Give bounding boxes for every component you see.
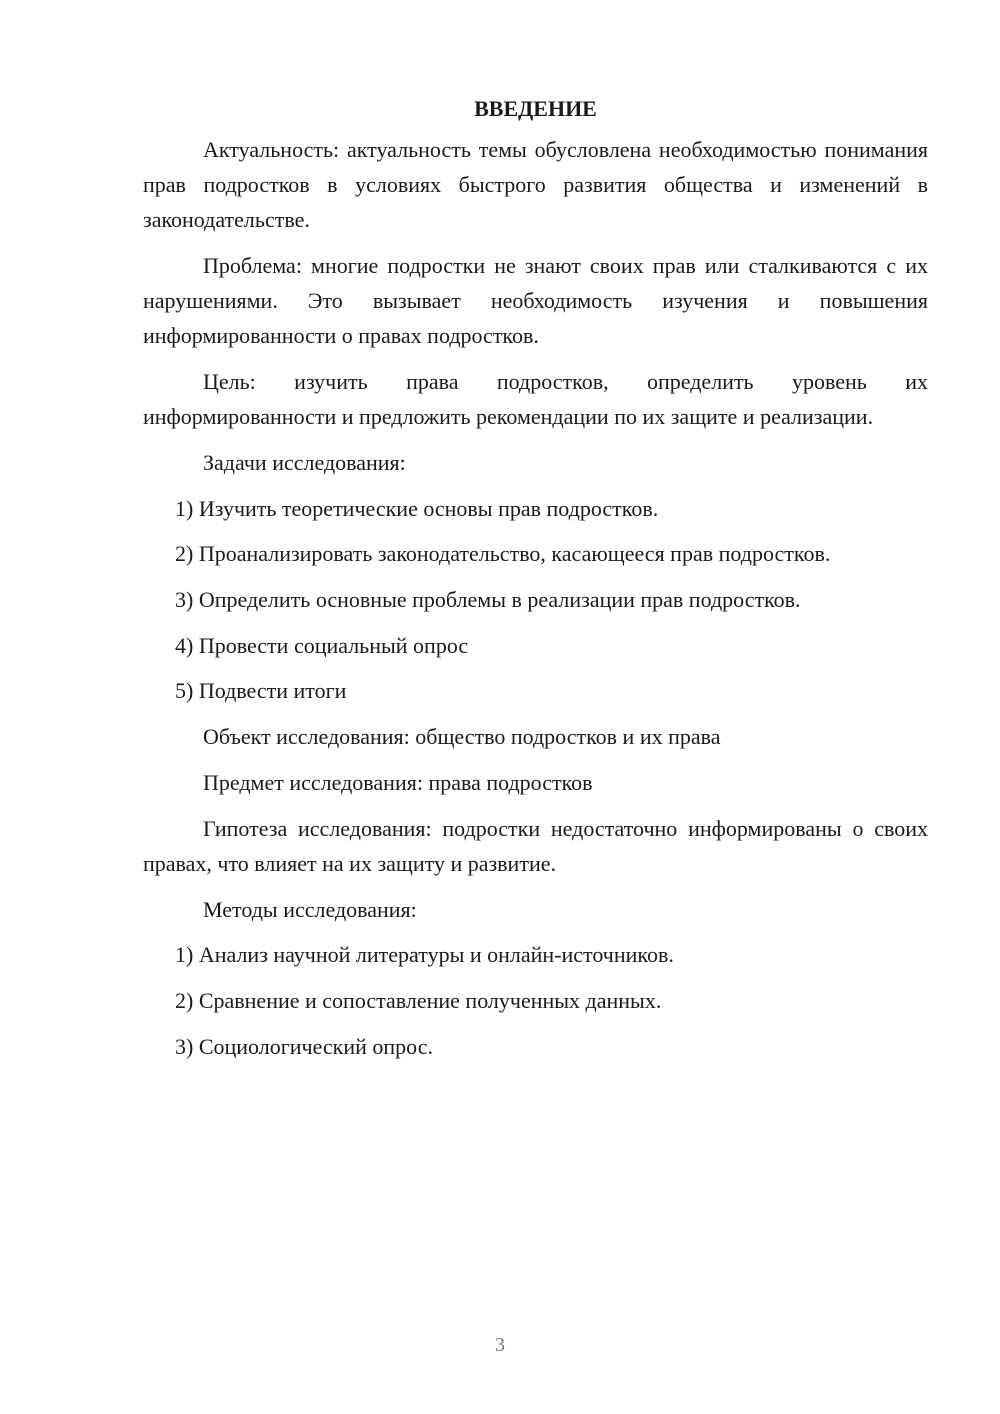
task-item: 4) Провести социальный опрос (175, 632, 469, 658)
research-object: Объект исследования: общество подростков и их права (203, 724, 721, 750)
document-page (143, 92, 928, 1074)
goal-paragraph: Цель: изучить права подростков, определить уровень их информированности и предложить рекомендации по их защите и реализации. (143, 369, 928, 429)
method-item: 2) Сравнение и сопоставление полученных данных. (175, 987, 662, 1013)
hypothesis-paragraph: Гипотеза исследования: подростки недостаточно информированы о своих правах, что влияет на их защиту и развитие. (143, 815, 928, 876)
task-item: 1) Изучить теоретические основы прав подростков. (175, 495, 659, 521)
method-item: 1) Анализ научной литературы и онлайн-источников. (175, 942, 674, 968)
relevance-paragraph: Актуальность: актуальность темы обусловлена необходимостью понимания прав подростков в условиях быстрого развития общества и изменений в законодательстве. (143, 137, 928, 232)
research-subject: Предмет исследования: права подростков (203, 769, 593, 795)
methods-heading: Методы исследования: (203, 896, 417, 922)
problem-paragraph: Проблема: многие подростки не знают своих прав или сталкиваются с их нарушениями. Это вызывает необходимость изучения и повышения информированности о правах подростков. (143, 253, 928, 348)
tasks-heading: Задачи исследования: (203, 450, 406, 475)
task-item: 3) Определить основные проблемы в реализации прав подростков. (175, 587, 801, 613)
method-item: 3) Социологический опрос. (175, 1033, 433, 1059)
task-item: 2) Проанализировать законодательство, касающееся прав подростков. (175, 541, 831, 567)
task-item: 5) Подвести итоги (175, 678, 347, 704)
page-title: ВВЕДЕНИЕ (474, 96, 597, 121)
page-number: 3 (495, 1334, 505, 1356)
